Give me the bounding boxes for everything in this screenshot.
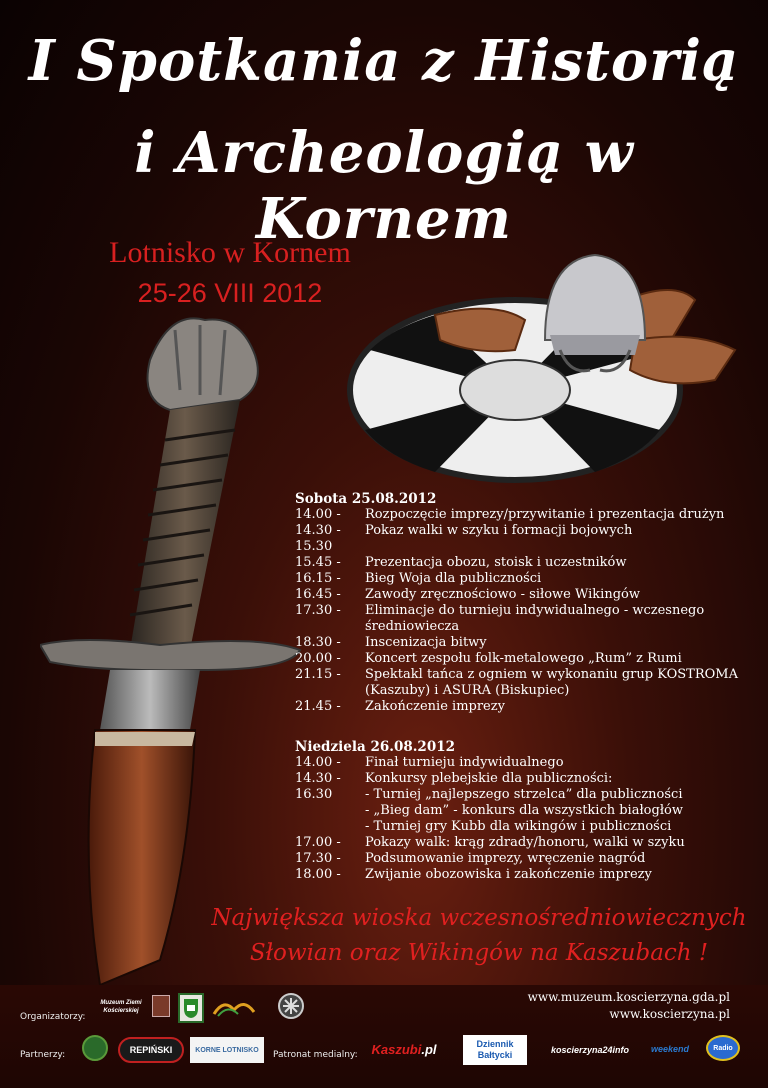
media-label: Patronat medialny:	[273, 1050, 358, 1060]
sword-image	[40, 300, 330, 990]
sunday-schedule	[295, 739, 765, 883]
schedule-row: 14.30 - Konkursy plebejskie dla publiczności:	[295, 771, 613, 786]
event-dates: 25-26 VIII 2012	[137, 278, 323, 308]
schedule-row: 14.00 - Rozpoczęcie imprezy/przywitanie i prezentacja drużyn	[295, 507, 725, 522]
slogan-line-2: Słowian oraz Wikingów na Kaszubach !	[249, 940, 709, 966]
url-koscierzyna[interactable]: www.koscierzyna.pl	[609, 1007, 730, 1021]
slogan-line-1: Największa wioska wczesnośredniowiecznych	[211, 905, 747, 931]
schedule-row: 17.00 - Pokazy walk: krąg zdrady/honoru, walki w szyku	[295, 835, 685, 850]
logo-kaszubi: Kaszubi .pl	[371, 1041, 437, 1057]
logo-radio: Radio	[706, 1035, 740, 1061]
viking-group-icon	[278, 993, 304, 1019]
saturday-heading: Sobota 25.08.2012	[295, 491, 437, 507]
schedule-row: 16.15 - Bieg Woja dla publiczności	[295, 571, 542, 586]
schedule-row: - „Bieg dam” - konkurs dla wszystkich białogłów	[365, 803, 683, 818]
footer	[0, 985, 768, 1088]
schedule-row: 21.45 - Zakończenie imprezy	[295, 699, 505, 714]
url-muzeum[interactable]: www.muzeum.koscierzyna.gda.pl	[527, 990, 730, 1004]
title-line-2: i Archeologią w Kornem	[134, 120, 634, 252]
schedule-row: 14.00 - Finał turnieju indywidualnego	[295, 755, 564, 770]
shield-helmet-image	[345, 240, 745, 485]
schedule-row: 15.45 - Prezentacja obozu, stoisk i uczestników	[295, 555, 627, 570]
partners-label: Partnerzy:	[20, 1050, 66, 1060]
logo-muzeum: Muzeum Ziemi Kościerskiej	[100, 1000, 142, 1014]
schedule-row: 15.30	[295, 539, 333, 554]
schedule-row: 20.00 - Koncert zespołu folk-metalowego „Rum” z Rumi	[295, 651, 682, 666]
logo-koscierzyna24: koscierzyna24info	[550, 1045, 630, 1055]
association-logo-icon	[210, 993, 258, 1021]
partner-green-logo-icon	[82, 1035, 108, 1061]
coat-of-arms-icon	[178, 993, 204, 1023]
logo-dziennik-baltycki: Dziennik Bałtycki	[463, 1035, 527, 1065]
schedule-row: 16.30 - Turniej „najlepszego strzelca” dla publiczności	[295, 787, 683, 802]
schedule-row: 16.45 - Zawody zręcznościowo - siłowe Wikingów	[295, 587, 640, 602]
organizers-label: Organizatorzy:	[20, 1012, 86, 1022]
schedule-row: 21.15 - Spektakl tańca z ogniem w wykonaniu grup KOSTROMA (Kaszuby) i ASURA (Biskupiec)	[295, 667, 738, 698]
schedule-row: 17.30 - Podsumowanie imprezy, wręczenie nagród	[295, 851, 646, 866]
schedule-row: 18.30 - Inscenizacja bitwy	[295, 635, 487, 650]
schedule-row: 18.00 - Zwijanie obozowiska i zakończenie imprezy	[295, 867, 652, 882]
schedule-row: 14.30 - Pokaz walki w szyku i formacji bojowych	[295, 523, 633, 538]
museum-building-icon	[152, 995, 170, 1017]
logo-weekend: weekend	[650, 1044, 690, 1054]
sunday-heading: Niedziela 26.08.2012	[295, 739, 456, 755]
logo-korne: KORNE LOTNISKO	[190, 1037, 264, 1063]
logo-repinski: REPIŃSKI	[118, 1037, 184, 1063]
event-location: Lotnisko w Kornem	[109, 236, 351, 269]
schedule-row: - Turniej gry Kubb dla wikingów i publiczności	[365, 819, 672, 834]
title-line-1: I Spotkania z Historią	[28, 28, 740, 94]
saturday-schedule	[295, 491, 765, 715]
schedule-row: 17.30 - Eliminacje do turnieju indywidualnego - wczesnego średniowiecza	[295, 603, 705, 634]
